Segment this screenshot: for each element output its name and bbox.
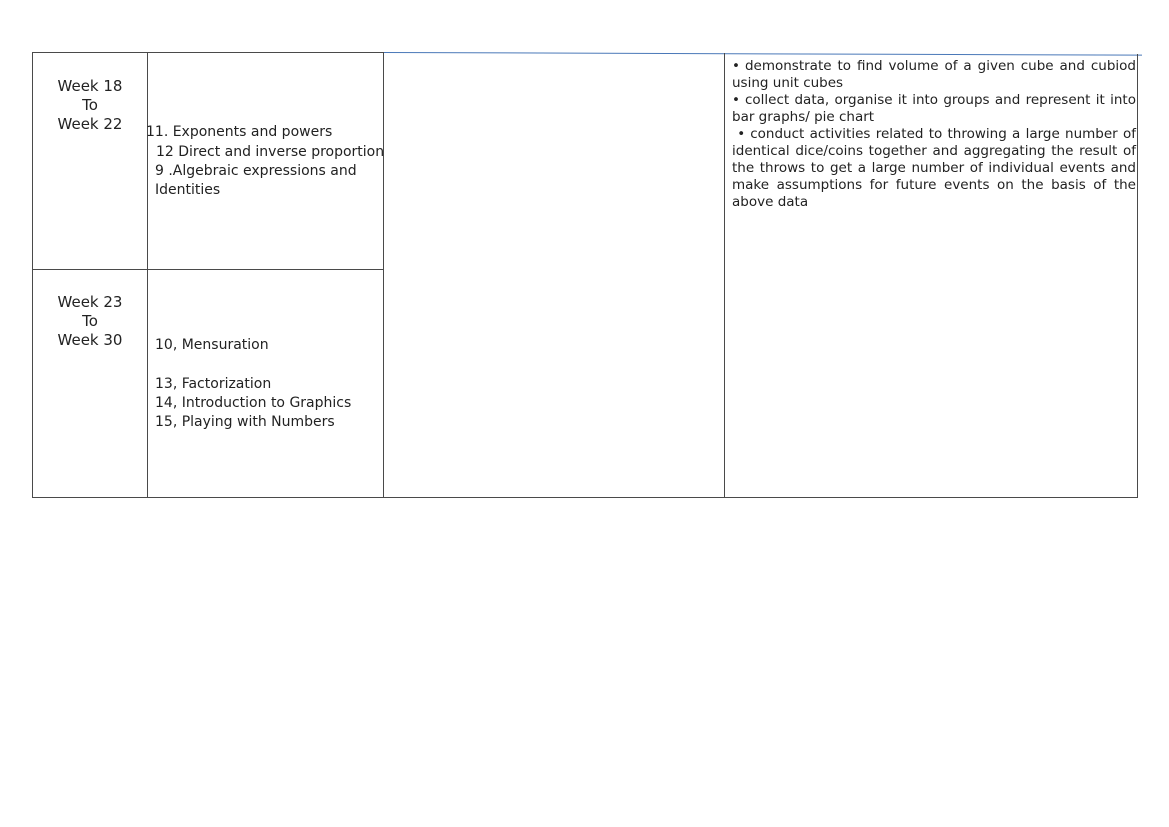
column-divider-1 xyxy=(147,52,148,498)
row-divider xyxy=(32,269,384,270)
table-top-border xyxy=(32,52,384,53)
week-to: To xyxy=(82,312,98,330)
outcome-item xyxy=(732,92,1136,126)
week-end: Week 30 xyxy=(57,331,123,349)
topic-item: 10, Mensuration xyxy=(155,337,269,353)
week-end: Week 22 xyxy=(57,115,123,133)
topic-item: 15, Playing with Numbers xyxy=(155,414,335,430)
bullet-icon: • xyxy=(732,92,740,108)
table-right-border xyxy=(1137,54,1138,498)
column-divider-2 xyxy=(383,52,384,498)
week-range-cell xyxy=(33,293,147,350)
outcome-text: conduct activities related to throwing a large number of identical dice/coins together and aggregating the result of the throws to get a large number of individual events and make assumptions for future events on the basis of the above data xyxy=(732,126,1136,210)
topic-item: 13, Factorization xyxy=(155,376,272,392)
topic-item: 11. Exponents and powers xyxy=(146,124,333,140)
bullet-icon: • xyxy=(737,126,746,142)
outcome-text: collect data, organise it into groups and represent it into bar graphs/ pie chart xyxy=(732,92,1136,125)
outcome-item xyxy=(732,126,1136,211)
topic-item: 12 Direct and inverse proportion xyxy=(156,144,385,160)
week-start: Week 18 xyxy=(57,77,123,95)
outcome-item xyxy=(732,58,1136,92)
week-start: Week 23 xyxy=(57,293,123,311)
bullet-icon: • xyxy=(732,58,740,74)
topic-item: 9 .Algebraic expressions and xyxy=(155,163,357,179)
column-divider-3 xyxy=(724,53,725,498)
topic-item: 14, Introduction to Graphics xyxy=(155,395,352,411)
table-bottom-border xyxy=(32,497,1138,498)
week-range-cell xyxy=(33,77,147,134)
learning-outcomes-cell xyxy=(732,58,1136,211)
outcome-text: demonstrate to find volume of a given cube and cubiod using unit cubes xyxy=(732,58,1136,91)
week-to: To xyxy=(82,96,98,114)
topic-item: Identities xyxy=(155,182,221,198)
table-top-border-right xyxy=(384,52,1142,56)
